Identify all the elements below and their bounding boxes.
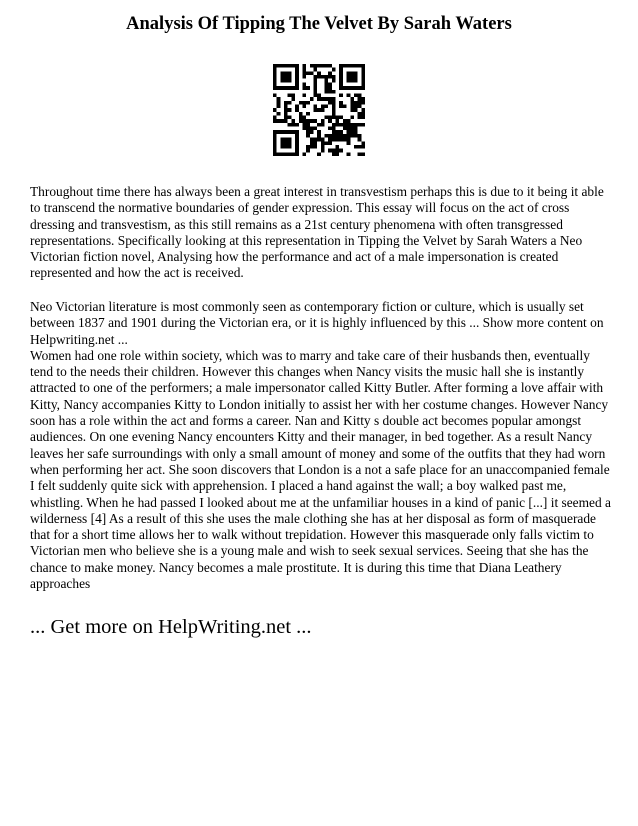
qr-code-icon	[273, 64, 365, 156]
get-more-link[interactable]: ... Get more on HelpWriting.net ...	[30, 616, 312, 638]
paragraph-main: Neo Victorian literature is most commonly seen as contemporary fiction or culture, which is usually set between 1837 and 1901 during the Victorian era, or it is highly influenced by this ... Show more content on Helpwriting.net ... Women had one role within society, which was to marry and take care of their husbands then, eventually tend to the needs their children. However this changes when Nancy visits the music hall she is instantly attracted to one of the performers; a male impersonator called Kitty Butler. After forming a love affair with Kitty, Nancy accompanies Kitty to London initially to assist her with her costume changes. However Nancy soon has a role within the act and forms a career. Nan and Kitty s double act becomes popular amongst audiences. On one evening Nancy encounters Kitty and their manager, in bed together. As a result Nancy leaves her safe surroundings with only a small amount of money and some of the outfits that they had worn when performing her act. She soon discovers that London is a not a safe place for an unaccompanied female I felt suddenly quite sick with apprehension. I placed a hand against the wall; a boy walked past me, whistling. When he had passed I looked about me at the unfamiliar houses in a kind of panic [...] it seemed a wilderness [4] As a result of this she uses the male clothing she has at her disposal as form of masquerade that for a short time allows her to walk without trepidation. However this masquerade only falls victim to Victorian men who believe she is a young male and wish to seek sexual services. Seeing that she has the chance to make money. Nancy becomes a male prostitute. It is during this time that Diana Leathery approaches	[30, 299, 611, 592]
paragraph-intro: Throughout time there has always been a great interest in transvestism perhaps this is due to it being it able to transcend the normative boundaries of gender expression. This essay will focus on the act of cross dressing and transvestism, as this still remains as a 21st century phenomena with often transgressed representations. Specifically looking at this representation in Tipping the Velvet by Sarah Waters a Neo Victorian fiction novel, Analysing how the performance and act of a male impersonation is created represented and how the act is received.	[30, 184, 604, 281]
document-title: Analysis Of Tipping The Velvet By Sarah Waters	[126, 14, 512, 34]
